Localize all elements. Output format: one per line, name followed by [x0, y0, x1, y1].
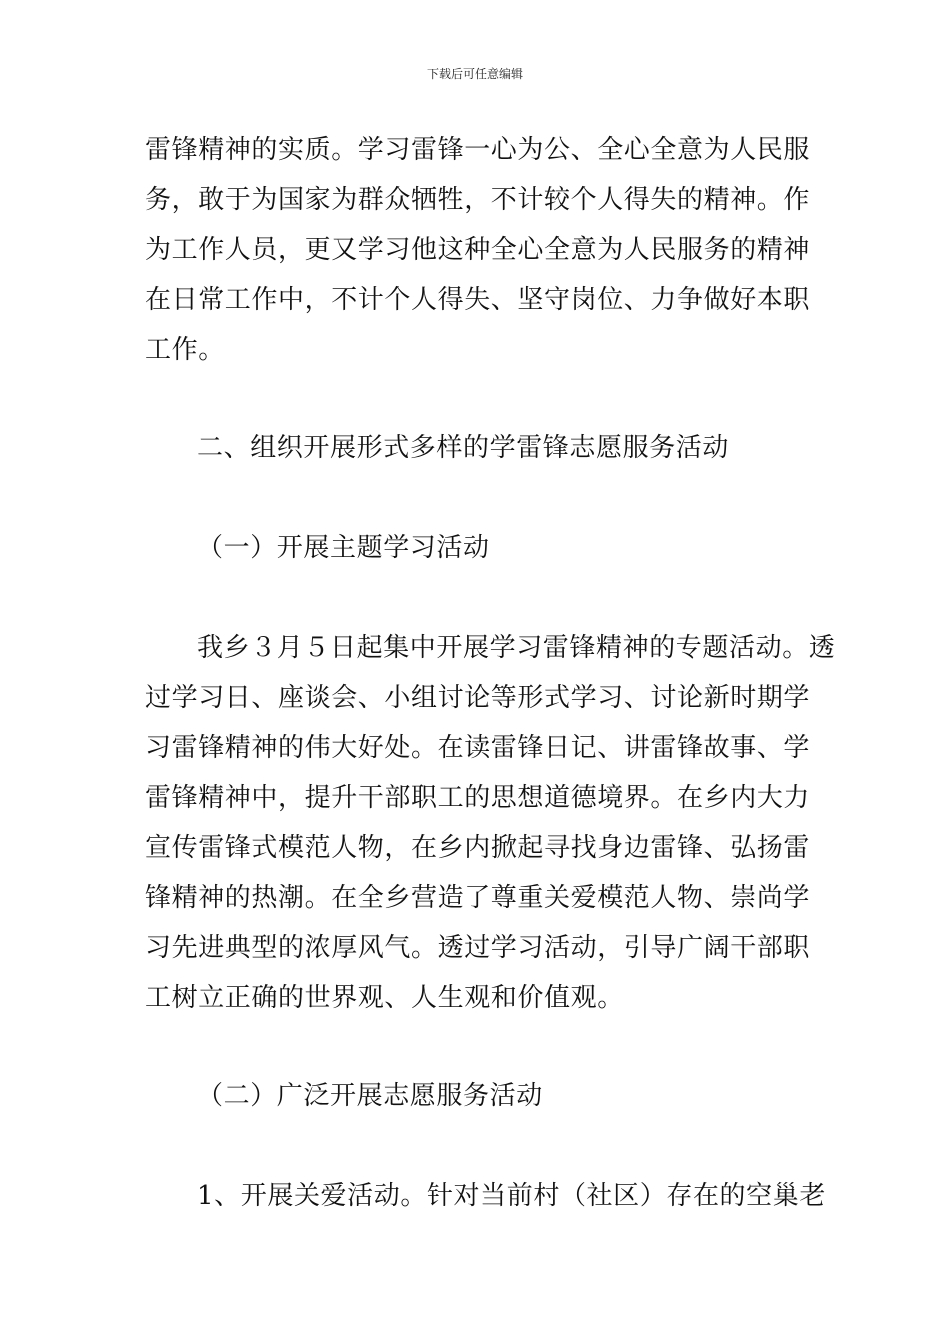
text-line: 1、开展关爱活动。针对当前村（社区）存在的空巢老	[197, 1181, 826, 1211]
text-line: 在日常工作中，不计个人得失、坚守岗位、力争做好本职	[145, 285, 811, 315]
subsection-heading-volunteer: （二）广泛开展志愿服务活动	[197, 1081, 543, 1111]
text-line: 工树立正确的世界观、人生观和价值观。	[145, 983, 624, 1013]
text-line: 过学习日、座谈会、小组讨论等形式学习、讨论新时期学	[145, 683, 811, 713]
page-header-note: 下载后可任意编辑	[426, 67, 523, 81]
text-line: 我乡３月５日起集中开展学习雷锋精神的专题活动。透	[197, 633, 836, 663]
text-line: 为工作人员，更又学习他这种全心全意为人民服务的精神	[145, 235, 811, 265]
text-line: 雷锋精神中，提升干部职工的思想道德境界。在乡内大力	[145, 783, 811, 813]
text-line: 工作。	[145, 335, 225, 365]
section-heading: 二、组织开展形式多样的学雷锋志愿服务活动	[197, 433, 730, 463]
text-line: 雷锋精神的实质。学习雷锋一心为公、全心全意为人民服	[145, 135, 811, 165]
subsection-heading-study: （一）开展主题学习活动	[197, 533, 490, 563]
text-line: 习雷锋精神的伟大好处。在读雷锋日记、讲雷锋故事、学	[145, 733, 811, 763]
text-line: 习先进典型的浓厚风气。透过学习活动，引导广阔干部职	[145, 933, 811, 963]
text-line: 宣传雷锋式模范人物，在乡内掀起寻找身边雷锋、弘扬雷	[145, 833, 811, 863]
text-line: 锋精神的热潮。在全乡营造了尊重关爱模范人物、崇尚学	[145, 883, 811, 913]
text-line: 务，敢于为国家为群众牺牲，不计较个人得失的精神。作	[145, 185, 811, 215]
